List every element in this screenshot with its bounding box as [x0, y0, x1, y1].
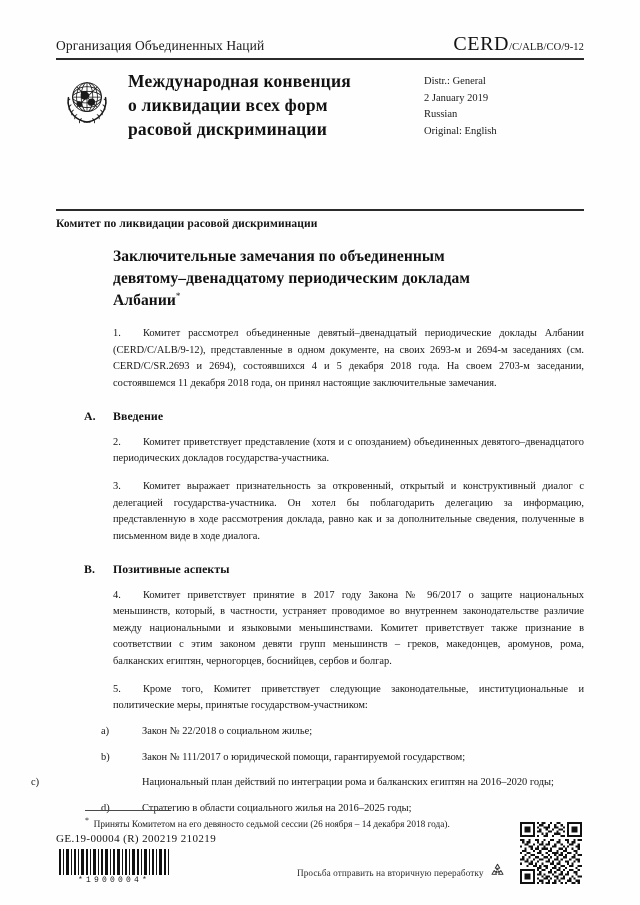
section-letter: A.: [84, 408, 96, 423]
paragraph-text: Комитет рассмотрел объединенные девятый–двенадцатый периодические доклады Албании (CERD/C/ALB/9-12), представленные в одном документе, на своих 2693-м и 2694-м заседаниях (см. CERD/C/SR.2693 и 2694), состоявшихся 4 и 5 декабря 2018 года. На своем 2703-м заседании, состоявшемся 11 декабря 2018 года, он принял настоящие заключительные замечания.: [113, 328, 584, 390]
page-title-text: Заключительные замечания по объединенным девятому–двенадцатому периодическим докладам Албании: [113, 248, 471, 310]
masthead: [56, 33, 584, 147]
masthead-rule-top: [56, 58, 584, 60]
recycle-notice: [297, 862, 506, 884]
section-heading-b: [84, 562, 584, 577]
paragraph-4: [113, 588, 584, 671]
paragraph-text: Кроме того, Комитет приветствует следующие законодательные, институциональные и политические меры, принятые государством-участником:: [113, 683, 584, 712]
paragraph-text: Комитет приветствует представление (хотя и с опозданием) объединенных девятого–двенадцатого периодических докладов государства-участника.: [113, 436, 584, 465]
list-item-label: d): [101, 802, 110, 814]
footnote-separator: [85, 810, 171, 811]
organization-name: Организация Объединенных Наций: [56, 38, 265, 53]
section-letter: B.: [84, 561, 96, 576]
masthead-rule-bottom: [56, 209, 584, 211]
masthead-body-row: [56, 69, 584, 147]
title-footnote-marker: *: [175, 291, 181, 301]
paragraph-5: [113, 682, 584, 715]
paragraph-3: [113, 479, 584, 546]
convention-title-line-1: Международная конвенция: [128, 71, 351, 91]
paragraph-number: 2.: [113, 436, 121, 448]
list-item-label: a): [101, 726, 110, 738]
paragraph-text: Комитет выражает признательность за откровенный, открытый и конструктивный диалог с делегацией государства-участника. Он хотел бы поблагодарить делегацию за информацию, представленную в ходе рассмотрения доклада, равно как и за дополнительные сведения, полученные в письменном виде в ходе диалога.: [113, 481, 584, 542]
list-item-label: c): [31, 777, 40, 789]
section-title: Позитивные аспекты: [113, 561, 230, 576]
paragraph-1: [113, 326, 584, 393]
distribution-original: Original: English: [424, 125, 497, 137]
symbol-main: CERD: [453, 33, 510, 55]
document-body: [31, 246, 584, 818]
barcode-bars: [58, 849, 170, 875]
convention-title-line-3: расовой дискриминации: [128, 119, 327, 140]
list-item-text: Национальный план действий по интеграции рома и балканских египтян на 2016–2020 годы;: [142, 777, 554, 789]
symbol-suffix: /C/ALB/CO/9-12: [509, 42, 584, 53]
paragraph-text: Комитет приветствует принятие в 2017 году Закона № 96/2017 о защите национальных меньшинств, который, в частности, устраняет проводимое во внутреннем законодательстве различие между национальными и языковыми меньшинствами. Комитет приветствует также признание в соответствии с этим законом девяти групп меньшинств – греков, македонцев, аромунов, рома, балканских египтян, черногорцев, боснийцев, сербов и болгар.: [113, 589, 584, 668]
list-item-b: [101, 750, 584, 767]
list-item-c: [31, 775, 640, 792]
list-item-a: [101, 724, 584, 741]
barcode-text: *1900004*: [77, 876, 150, 885]
masthead-top-row: [56, 33, 584, 58]
document-symbol: [453, 33, 584, 56]
barcode: [58, 849, 170, 885]
un-emblem-icon: [58, 71, 116, 129]
paragraph-2: [113, 435, 584, 468]
convention-title-line-2: о ликвидации всех форм: [128, 95, 328, 116]
section-title: Введение: [113, 408, 164, 423]
list-item-text: Закон № 111/2017 о юридической помощи, гарантируемой государством;: [142, 751, 466, 763]
convention-title: [128, 69, 416, 141]
list-item-text: Закон № 22/2018 о социальном жилье;: [142, 726, 313, 738]
distribution-date: 2 January 2019: [424, 92, 489, 104]
page-title: [113, 246, 513, 312]
list-item-text: Стратегию в области социального жилья на 2016–2025 годы;: [142, 802, 412, 814]
distribution-type: Distr.: General: [424, 76, 486, 87]
footnote-text: Приняты Комитетом на его девяносто седьмой сессии (26 ноября – 14 декабря 2018 года).: [93, 820, 450, 831]
section-heading-a: [84, 409, 584, 424]
paragraph-number: 3.: [113, 481, 121, 492]
recycle-icon: [489, 862, 506, 884]
distribution-block: [424, 74, 584, 140]
paragraph-number: 1.: [113, 328, 121, 340]
job-number: GE.19-00004 (R) 200219 210219: [56, 833, 217, 845]
paragraph-number: 5.: [113, 683, 121, 695]
committee-name: Комитет по ликвидации расовой дискриминации: [56, 218, 318, 230]
list-item-label: b): [101, 751, 110, 763]
paragraph-number: 4.: [113, 589, 121, 601]
footnote: [85, 815, 585, 833]
distribution-language: Russian: [424, 109, 458, 121]
footnote-marker: *: [85, 816, 89, 825]
recycle-text: Просьба отправить на вторичную переработку: [297, 868, 484, 878]
qr-code: [520, 822, 582, 884]
